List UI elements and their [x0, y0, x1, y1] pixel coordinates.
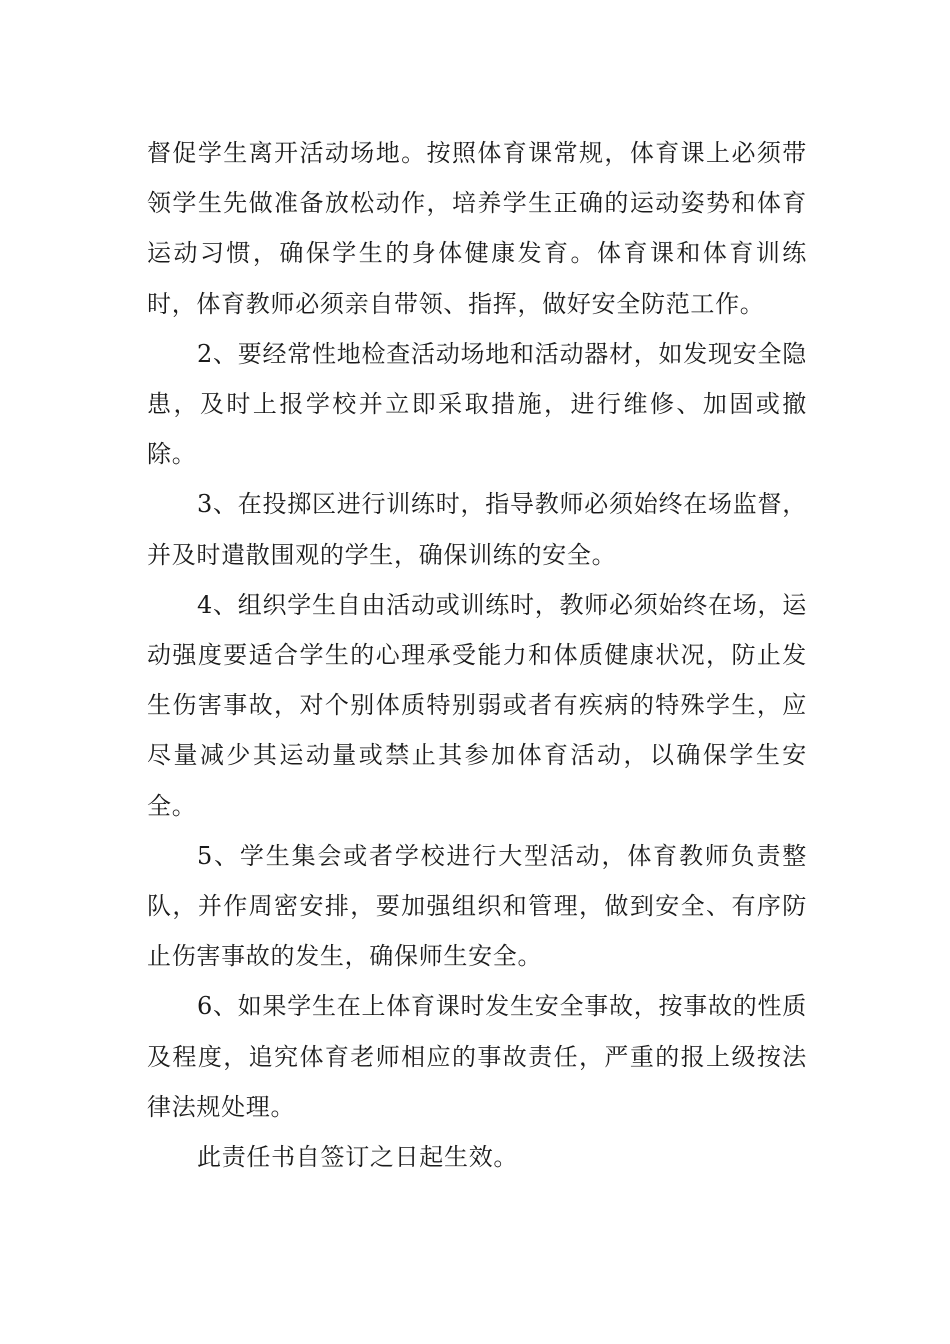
paragraph-continuation: 督促学生离开活动场地。按照体育课常规，体育课上必须带领学生先做准备放松动作，培养学生正确的运动姿势和体育运动习惯，确保学生的身体健康发育。体育课和体育训练时，体育教师必须亲自带领、指挥，做好安全防范工作。	[147, 139, 807, 318]
paragraph-item-6: 6、如果学生在上体育课时发生安全事故，按事故的性质及程度，追究体育老师相应的事故责任，严重的报上级按法律法规处理。	[147, 992, 807, 1121]
paragraph-item-4: 4、组织学生自由活动或训练时，教师必须始终在场，运动强度要适合学生的心理承受能力和体质健康状况，防止发生伤害事故，对个别体质特别弱或者有疾病的特殊学生，应尽量减少其运动量或禁止其参加体育活动，以确保学生安全。	[147, 590, 807, 820]
paragraph-item-5: 5、学生集会或者学校进行大型活动，体育教师负责整队，并作周密安排，要加强组织和管理，做到安全、有序防止伤害事故的发生，确保师生安全。	[147, 841, 807, 971]
document-body	[147, 128, 807, 1182]
paragraph-item-3: 3、在投掷区进行训练时，指导教师必须始终在场监督，并及时遣散围观的学生，确保训练的安全。	[147, 490, 807, 569]
paragraph-item-2: 2、要经常性地检查活动场地和活动器材，如发现安全隐患，及时上报学校并立即采取措施，进行维修、加固或撤除。	[147, 339, 807, 469]
paragraph-effective-statement: 此责任书自签订之日起生效。	[197, 1143, 519, 1172]
